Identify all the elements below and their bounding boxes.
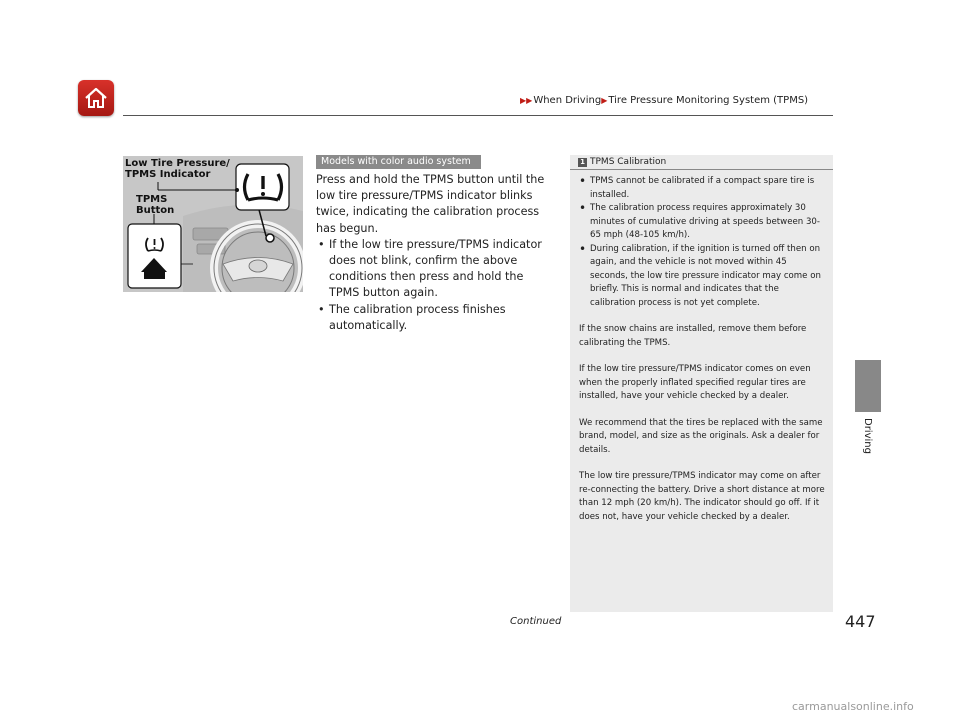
breadcrumb-item-tpms[interactable]: Tire Pressure Monitoring System (TPMS) bbox=[608, 95, 809, 106]
instruction-paragraph: Press and hold the TPMS button until the low tire pressure/TPMS indicator blinks twice, indicating the calibration process has begun. bbox=[316, 173, 545, 235]
model-badge: Models with color audio system bbox=[316, 155, 481, 169]
breadcrumb-separator: ▶ bbox=[601, 96, 608, 105]
list-item: • The calibration process requires approximately 30 minutes of cumulative driving at speeds between 30-65 mph (48-105 km/h). bbox=[579, 202, 827, 243]
note-header bbox=[570, 155, 833, 170]
instructions bbox=[316, 172, 556, 334]
list-item: • TPMS cannot be calibrated if a compact spare tire is installed. bbox=[579, 175, 827, 202]
note-paragraph: If the low tire pressure/TPMS indicator comes on even when the properly inflated specified regular tires are installed, have your vehicle checked by a dealer. bbox=[579, 364, 811, 401]
section-tab[interactable] bbox=[855, 360, 881, 412]
label-tpms-button: TPMS Button bbox=[136, 194, 175, 216]
note-body bbox=[579, 175, 827, 524]
note-title: TPMS Calibration bbox=[590, 157, 667, 167]
breadcrumb-item-when-driving[interactable]: When Driving bbox=[533, 95, 602, 106]
watermark: carmanualsonline.info bbox=[792, 700, 914, 713]
list-item: • If the low tire pressure/TPMS indicator does not blink, confirm the above conditions then press and hold the TPMS button again. bbox=[316, 237, 556, 302]
home-icon bbox=[83, 85, 109, 111]
note-paragraph: The low tire pressure/TPMS indicator may come on after re-connecting the battery. Drive a short distance at more than 12 mph (20 km/h). The indicator should go off. If it does not, have your vehicle checked by a dealer. bbox=[579, 471, 825, 522]
note-bullets bbox=[579, 175, 827, 310]
header-rule bbox=[123, 115, 833, 116]
note-mark-icon: 1 bbox=[578, 158, 587, 167]
note-paragraph: If the snow chains are installed, remove them before calibrating the TPMS. bbox=[579, 324, 807, 348]
list-item: • During calibration, if the ignition is turned off then on again, and the vehicle is not moved within 45 seconds, the low tire pressure indicator may come on briefly. This is normal and indicates that the calibration process is not yet complete. bbox=[579, 243, 827, 311]
page-number: 447 bbox=[845, 612, 876, 631]
home-button[interactable] bbox=[78, 80, 114, 116]
instruction-list bbox=[316, 237, 556, 334]
continued-label: Continued bbox=[510, 616, 562, 627]
section-tab-label: Driving bbox=[862, 418, 873, 454]
note-panel bbox=[570, 155, 833, 612]
breadcrumb-marker: ▶▶ bbox=[520, 96, 533, 105]
note-paragraph: We recommend that the tires be replaced with the same brand, model, and size as the originals. Ask a dealer for details. bbox=[579, 417, 823, 455]
tpms-illustration bbox=[123, 156, 303, 292]
label-indicator: Low Tire Pressure/ TPMS Indicator bbox=[125, 158, 230, 180]
list-item: • The calibration process finishes automatically. bbox=[316, 302, 556, 334]
breadcrumb bbox=[520, 95, 808, 106]
